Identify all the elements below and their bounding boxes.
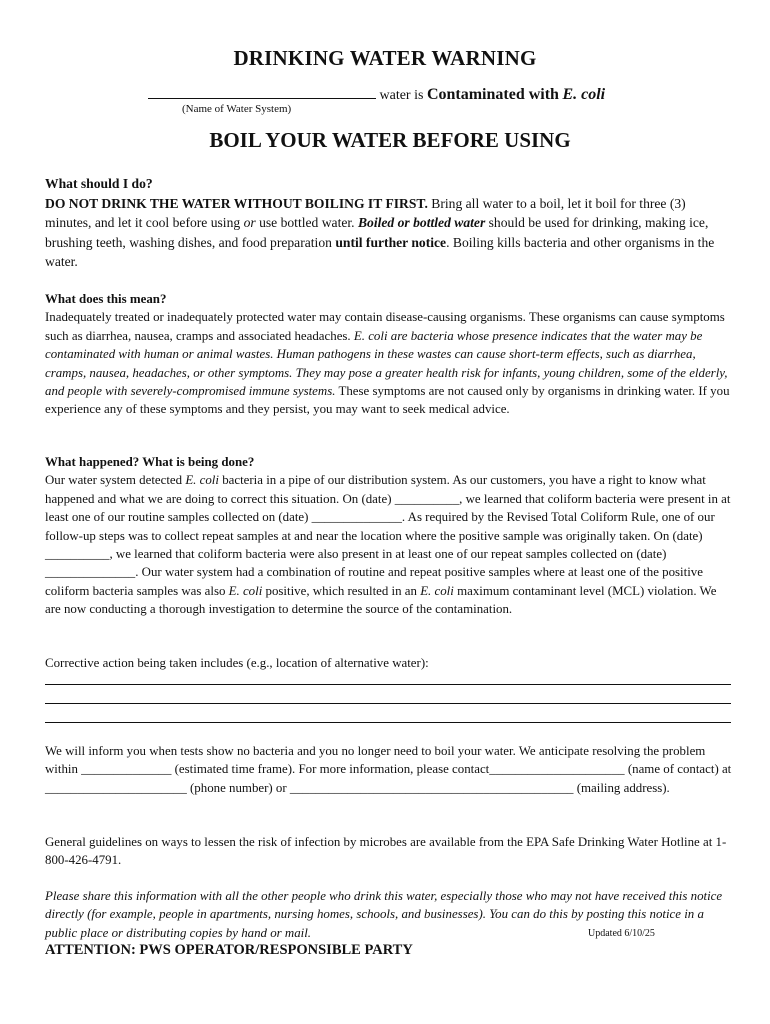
section-body [45, 471, 735, 618]
section-body [45, 194, 735, 272]
updated-date: Updated 6/10/25 [588, 928, 655, 939]
boil-title: BOIL YOUR WATER BEFORE USING [209, 128, 571, 152]
body-text: . Boiling kills bacteria and other organisms in the water. [45, 234, 715, 269]
body-text: use bottled water. [255, 215, 358, 230]
body-text: until further notice [335, 234, 447, 250]
section-heading: What does this mean? [45, 292, 167, 306]
bold-lead: DO NOT DRINK THE WATER WITHOUT BOILING IT FIRST. [45, 195, 428, 211]
corrective-blank-line[interactable] [45, 703, 731, 704]
system-caption: (Name of Water System) [182, 103, 292, 115]
body-text: should be used for drinking, making ice, brushing teeth, washing dishes, and food preparation [45, 215, 709, 250]
body-text: bacteria in a pipe of our distribution system. As our customers, you have a right to know what happened and what we are doing to correct this situation. On (date) __________, we learned that coliform bacteria were present in at least one of our routine samples collected on (date) ______________. As required by the Revised Total Coliform Rule, one of our follow-up steps was to collect repeat samples at and near the location where the positive sample was originally taken. On (date) __________, we learned that coliform bacteria were also present in at least one of our repeat samples collected on (date) ______________. Our water system had a combination of routine and repeat positive samples where at least one of the positive coliform bacteria samples was also [45, 473, 731, 598]
body-text: or [243, 215, 256, 230]
body-text: E. coli are bacteria whose presence indicates that the water may be contaminated with human or animal wastes. Human pathogens in these wastes can cause short-term effects, such as diarrhea, cramps, nausea, headaches, or other symptoms. They may pose a greater health risk for infants, young children, some of the elderly, and people with severely-compromised immune systems. [45, 328, 728, 399]
contaminated-text: Contaminated with [426, 86, 559, 103]
section-what-to-do [45, 174, 735, 272]
body-text: E. coli [420, 583, 454, 598]
section-body [45, 308, 735, 418]
body-text: Boiled or bottled water [357, 215, 486, 230]
system-suffix: water is [379, 88, 424, 103]
body-text: E. coli [185, 473, 219, 488]
inform-paragraph: We will inform you when tests show no bacteria and you no longer need to boil your water. We anticipate resolving the problem within ______________ (estimated time frame). For more information, please contact_____________________ (name of contact) at ______________________ (phone number) or ____________________________________________ (mailing address). [45, 744, 732, 795]
warning-title: DRINKING WATER WARNING [233, 46, 537, 70]
section-what-happened [45, 453, 735, 619]
attention-heading: ATTENTION: PWS OPERATOR/RESPONSIBLE PARTY [45, 942, 413, 958]
body-text: E. coli [228, 583, 263, 598]
body-text: Inadequately treated or inadequately protected water may contain disease-causing organisms. These organisms can cause symptoms such as diarrhea, nausea, cramps and associated headaches. [45, 310, 725, 343]
water-system-name-blank[interactable] [148, 84, 376, 99]
body-text: These symptoms are not caused only by organisms in drinking water. If you experience any of these symptoms and they persist, you may want to seek medical advice. [45, 384, 730, 417]
organism-name: E. coli [562, 86, 606, 103]
corrective-blank-line[interactable] [45, 722, 731, 723]
body-text: maximum contaminant level (MCL) violation. We are now conducting a thorough investigation to determine the source of the contamination. [45, 583, 717, 617]
water-system-line [148, 84, 605, 104]
section-heading: What happened? What is being done? [45, 455, 255, 469]
section-heading: What should I do? [45, 176, 153, 191]
corrective-blank-line[interactable] [45, 684, 731, 685]
body-text: Bring all water to a boil, let it boil for three (3) minutes, and let it cool before using [45, 195, 686, 230]
section-what-it-means [45, 290, 735, 419]
body-text: Our water system detected [45, 473, 186, 488]
share-paragraph: Please share this information with all the other people who drink this water, especially those who may not have received this notice directly (for example, people in apartments, nursing homes, schools, and businesses). You can do this by posting this notice in a public place or distributing copies by hand or mail. [45, 889, 723, 940]
guidelines-paragraph: General guidelines on ways to lessen the risk of infection by microbes are available from the EPA Safe Drinking Water Hotline at 1-800-426-4791. [45, 835, 727, 868]
body-text: positive, which resulted in an [262, 583, 421, 598]
corrective-action-label: Corrective action being taken includes (e.g., location of alternative water): [45, 656, 429, 670]
